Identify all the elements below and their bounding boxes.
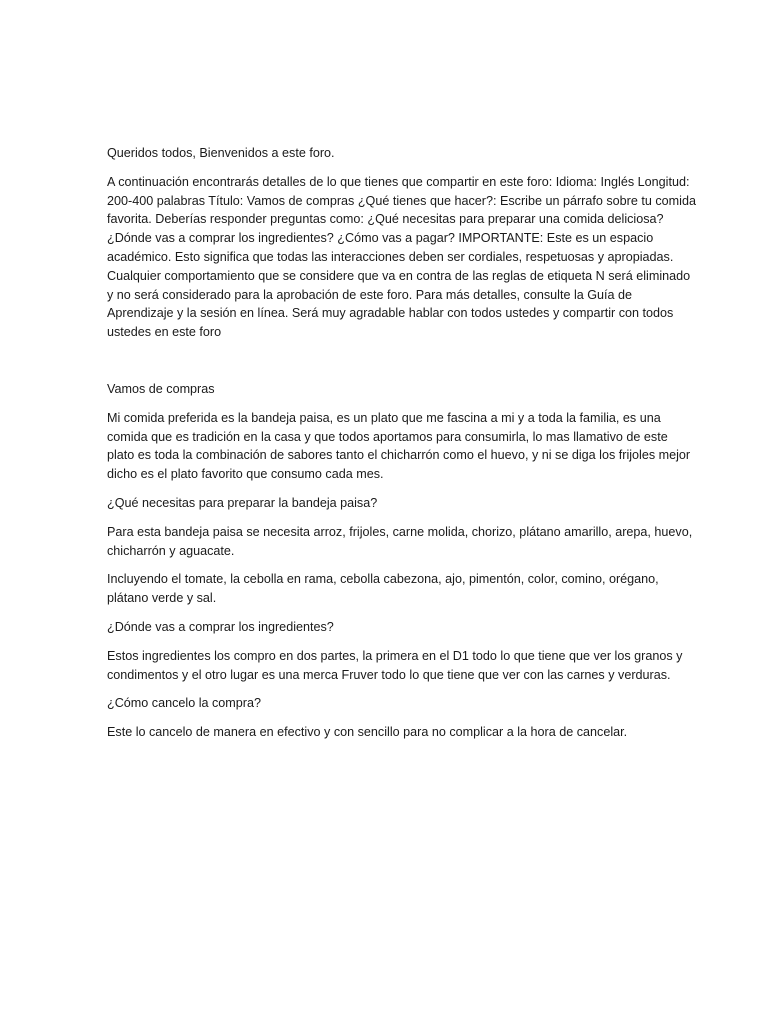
blank-line xyxy=(107,352,697,380)
instructions-paragraph: A continuación encontrarás detalles de lo que tienes que compartir en este foro: Idioma: Inglés Longitud: 200-400 palabras Título: Vamos de compras ¿Qué tienes que hacer?: Escribe un párrafo sobre tu comida favorita. Deberías responder preguntas como: ¿Qué necesitas para preparar una comida deliciosa? ¿Dónde vas a comprar los ingredientes? ¿Cómo vas a pagar? IMPORTANTE: Este es un espacio académico. Esto significa que todas las interacciones deben ser cordiales, respetuosas y apropiadas. Cualquier comportamiento que se considere que va en contra de las reglas de etiqueta N será eliminado y no será considerado para la aprobación de este foro. Para más detalles, consulte la Guía de Aprendizaje y la sesión en línea. Será muy agradable hablar con todos ustedes y compartir con todos ustedes en este foro xyxy=(107,174,696,340)
question-ingredients: ¿Qué necesitas para preparar la bandeja paisa? xyxy=(107,495,378,510)
answer-ingredients-extra: Incluyendo el tomate, la cebolla en rama, cebolla cabezona, ajo, pimentón, color, comino, orégano, plátano verde y sal. xyxy=(107,572,659,606)
answer-how-to-pay: Este lo cancelo de manera en efectivo y con sencillo para no complicar a la hora de cancelar. xyxy=(107,725,628,740)
question-where-to-buy: ¿Dónde vas a comprar los ingredientes? xyxy=(107,619,334,634)
answer-ingredients-main: Para esta bandeja paisa se necesita arroz, frijoles, carne molida, chorizo, plátano amarillo, arepa, huevo, chicharrón y aguacate. xyxy=(107,524,693,558)
question-how-to-pay: ¿Cómo cancelo la compra? xyxy=(107,696,261,711)
greeting-paragraph: Queridos todos, Bienvenidos a este foro. xyxy=(107,146,335,160)
intro-paragraph: Mi comida preferida es la bandeja paisa, es un plato que me fascina a mi y a toda la familia, es una comida que es tradición en la casa y que todos aportamos para consumirla, lo mas llamativo de este plato es toda la combinación de sabores tanto el chicharrón como el huevo, y ni se diga los frijoles mejor dicho es el plato favorito que consumo cada mes. xyxy=(107,410,691,482)
answer-where-to-buy: Estos ingredientes los compro en dos partes, la primera en el D1 todo lo que tiene que ver los granos y condimentos y el otro lugar es una merca Fruver todo lo que tiene que ver con las carnes y verduras. xyxy=(107,648,683,682)
post-title: Vamos de compras xyxy=(107,381,215,396)
document-page xyxy=(107,144,697,752)
